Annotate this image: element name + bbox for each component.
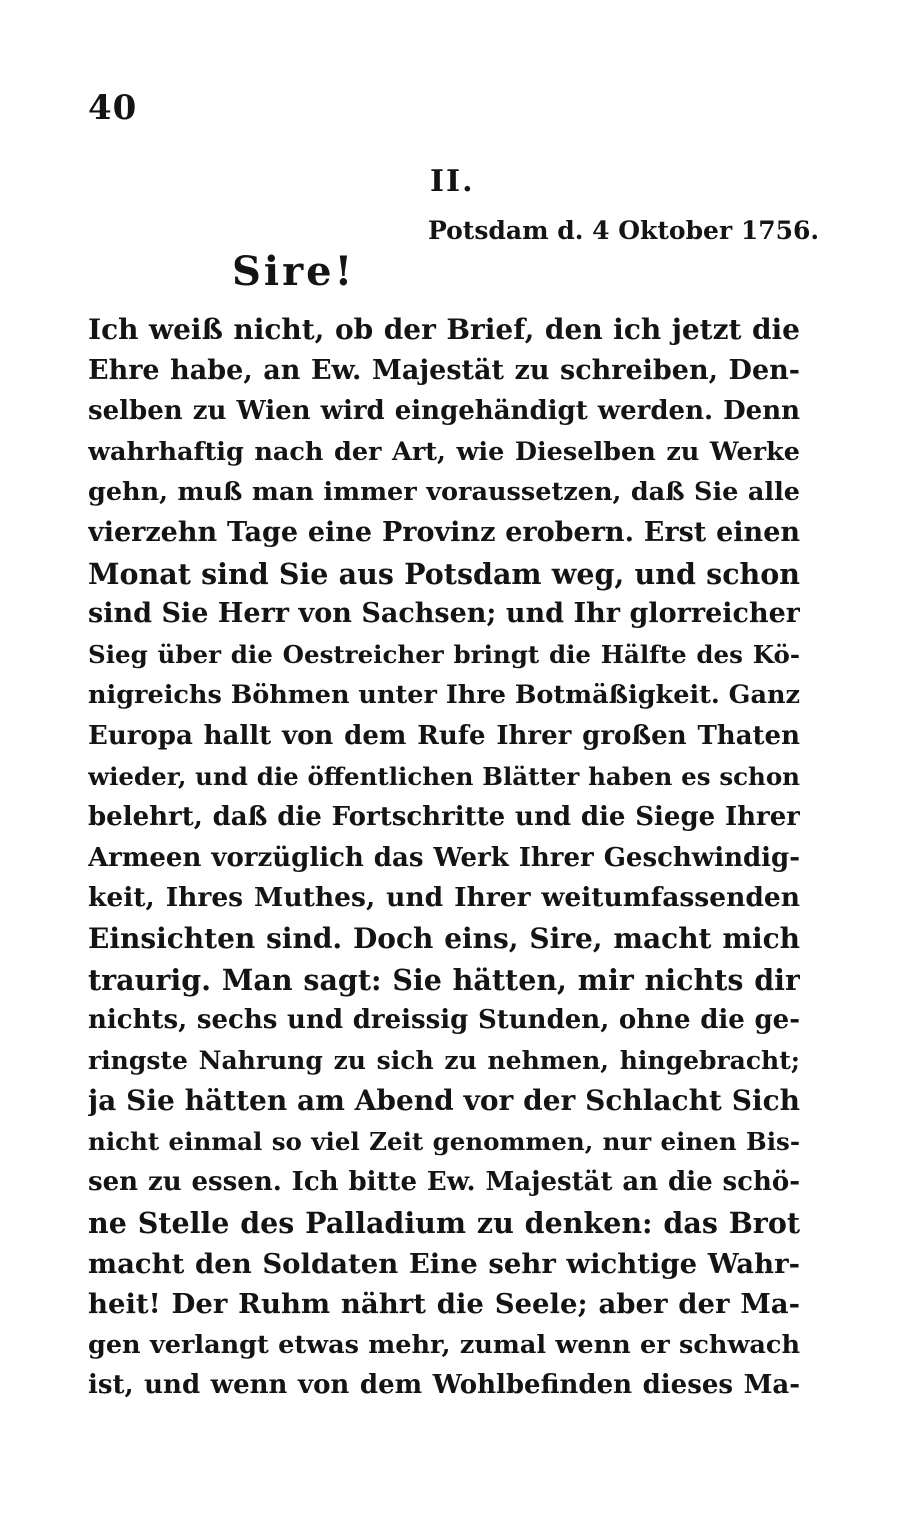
body-line: Einsichten sind. Doch eins, Sire, macht mich bbox=[88, 921, 800, 955]
salutation: Sire! bbox=[232, 248, 356, 295]
body-line: nicht einmal so viel Zeit genommen, nur einen Bis- bbox=[88, 1126, 800, 1156]
body-line: heit! Der Ruhm nährt die Seele; aber der Ma- bbox=[88, 1288, 800, 1321]
body-line: Europa hallt von dem Rufe Ihrer großen Thaten bbox=[88, 720, 800, 751]
dateline: Potsdam d. 4 Oktober 1756. bbox=[428, 216, 820, 245]
letter-number: II. bbox=[430, 164, 475, 199]
body-line: gen verlangt etwas mehr, zumal wenn er schwach bbox=[88, 1329, 800, 1360]
body-line: Armeen vorzüglich das Werk Ihrer Geschwindig- bbox=[88, 842, 800, 873]
body-line: belehrt, daß die Fortschritte und die Siege Ihrer bbox=[88, 802, 800, 833]
body-line: Monat sind Sie aus Potsdam weg, und schon bbox=[88, 556, 800, 591]
body-line: nichts, sechs und dreissig Stunden, ohne die ge- bbox=[88, 1005, 800, 1036]
body-line: gehn, muß man immer voraussetzen, daß Sie alle bbox=[88, 477, 800, 508]
body-line: wieder, und die öffentlichen Blätter haben es schon bbox=[88, 761, 800, 791]
body-line: Ich weiß nicht, ob der Brief, den ich jetzt die bbox=[88, 313, 800, 346]
page-number: 40 bbox=[88, 88, 138, 128]
body-line: ja Sie hätten am Abend vor der Schlacht Sich bbox=[88, 1084, 800, 1118]
letter-body bbox=[88, 310, 800, 1406]
body-line: wahrhaftig nach der Art, wie Dieselben zu Werke bbox=[88, 436, 800, 467]
body-line: nigreichs Böhmen unter Ihre Botmäßigkeit. Ganz bbox=[88, 680, 800, 711]
body-line: sind Sie Herr von Sachsen; und Ihr glorreicher bbox=[88, 598, 800, 630]
body-line: vierzehn Tage eine Provinz erobern. Erst einen bbox=[88, 516, 800, 548]
body-line: traurig. Man sagt: Sie hätten, mir nichts dir bbox=[88, 962, 800, 997]
body-line: ne Stelle des Palladium zu denken: das Brot bbox=[88, 1206, 800, 1241]
body-line: ist, und wenn von dem Wohlbefinden dieses Ma- bbox=[88, 1370, 800, 1401]
body-line: sen zu essen. Ich bitte Ew. Majestät an die schö- bbox=[88, 1167, 800, 1198]
body-line: Ehre habe, an Ew. Majestät zu schreiben, Den- bbox=[88, 354, 800, 386]
body-line: macht den Soldaten Eine sehr wichtige Wahr- bbox=[88, 1247, 800, 1280]
body-line: ringste Nahrung zu sich zu nehmen, hingebracht; bbox=[88, 1045, 800, 1075]
body-line: selben zu Wien wird eingehändigt werden. Denn bbox=[88, 396, 800, 427]
body-line: keit, Ihres Muthes, und Ihrer weitumfassenden bbox=[88, 882, 800, 914]
body-line: Sieg über die Oestreicher bringt die Hälfte des Kö- bbox=[88, 639, 800, 669]
